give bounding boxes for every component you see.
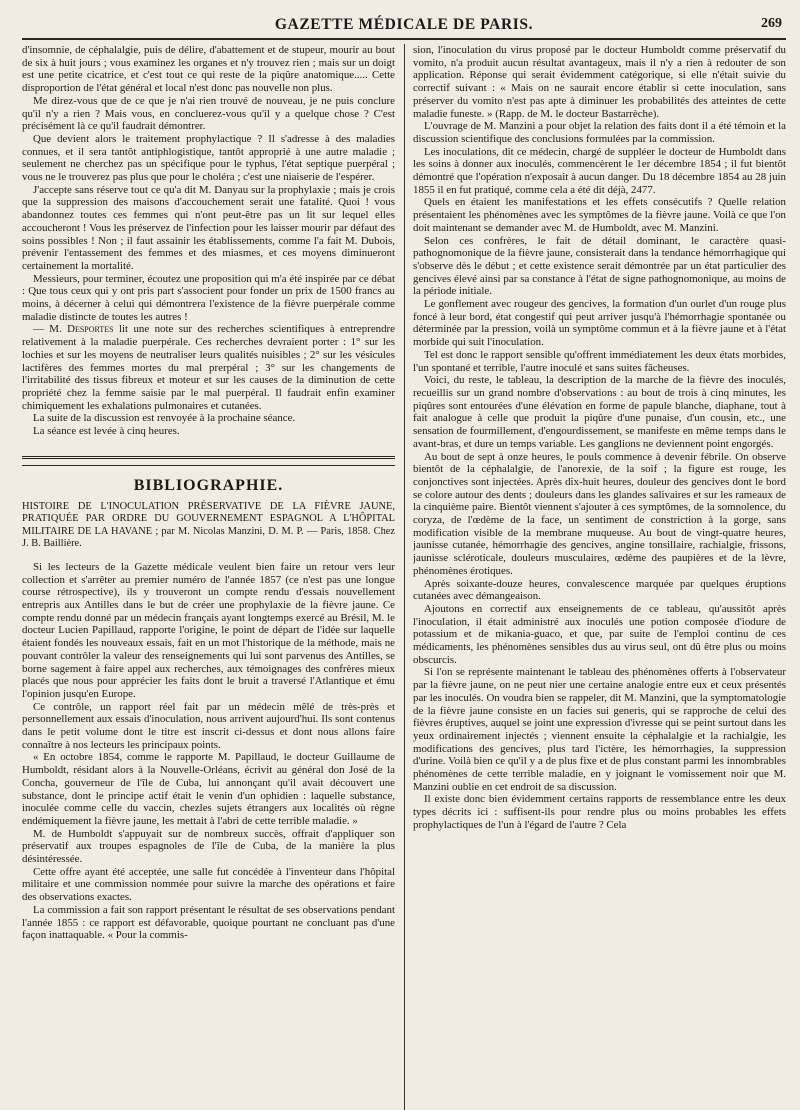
paragraph [22, 323, 395, 412]
paragraph: sion, l'inoculation du virus proposé par le docteur Humboldt comme préservatif du vomito, n'a produit aucun résultat avantageux, mais il n'y a rien à redouter de son application. Réponse qui serait évidemment catégorique, si elle n'était suivie du correctif suivant : « Mais on ne saurait encore établir si cette inoculation, sans préserver du vomito n'est pas apte à diminuer les probabilités des atteintes de cette maladie funeste. » (Rapp. de M. le docteur Bastarrèche). [413, 44, 786, 120]
paragraph: Ce contrôle, un rapport réel fait par un médecin mêlé de très-près et personnellement aux essais d'inoculation, nous arrivent aujourd'hui. Ils sont contenus dans le petit volume dont le titre est inscrit ci-dessus et dont nous allons faire connaître à nos lecteurs les principaux points. [22, 700, 395, 751]
paragraph: Il existe donc bien évidemment certains rapports de ressemblance entre les deux types décrits ici : suffisent-ils pour rendre plus ou moins probables les effets prophylactiques de l'un à l'égard de l'autre ? Cela [413, 793, 786, 831]
paragraph: M. de Humboldt s'appuyait sur de nombreux succès, offrait d'appliquer son préservatif aux troupes espagnoles de l'île de Cuba, de la manière la plus désintéressée. [22, 827, 395, 866]
paragraph: Les inoculations, dit ce médecin, chargé de suppléer le docteur de Humboldt dans les soins à donner aux inoculés, commencèrent le 1er décembre 1854 ; il fut bientôt démontré que l'opération n'exposait à aucun danger. Du 18 décembre 1854 au 28 juin 1855 il en fut pratiqué, comme cela a été dit déjà, 2477. [413, 145, 786, 196]
section-title: BIBLIOGRAPHIE. [133, 476, 284, 494]
paragraph: Si l'on se représente maintenant le tableau des phénomènes offerts à l'observateur par la fièvre jaune, on ne peut nier une certaine analogie entre eux et ceux présentés par les inoculés. On voudra bien se rappeler, dit M. Manzini, que la symptomatologie de la fièvre jaune consiste en un facies sui generis, qui se rapproche de celui des fièvres éruptives, auquel se joint une expression d'ivresse qui se peint surtout dans les yeux ordinairement injectés ; viennent ensuite la céphalalgie et la rachialgie, les modifications des gencives, plus tard l'ictère, les hémorrhagies, la suppression d'urine. Voilà bien ce qu'il y a de plus fixe et de plus constant parmi les innombrables phénomènes de cette terrible maladie, en y joignant le vomissement noir que M. Manzini oublie en cet endroit de sa discussion. [413, 666, 786, 793]
paragraph: Le gonflement avec rougeur des gencives, la formation d'un ourlet d'un rouge plus foncé à leur bord, état congestif qui peut arriver jusqu'à l'hémorrhagie spontanée ou déterminée par la pression, voilà un symptôme commun et à la fièvre jaune et à l'état morbide qui suit l'inoculation. [413, 298, 786, 349]
paragraph: Ajoutons en correctif aux enseignements de ce tableau, qu'aussitôt après l'inoculation, il était administré aux inoculés une potion composée d'iodure de potassium et de mikania-guaco, et que, par suite de l'emploi continu de ces médicaments, les phénomènes sensibles dus au virus seul, ont dû être plus ou moins obscurcis. [413, 602, 786, 666]
paragraph-text: lit une note sur des recherches scientifiques à entreprendre relativement à la maladie puerpérale. Ces recherches devraient porter : 1° sur les lochies et sur les moyens de neutraliser leurs qualités nuisibles ; 2° sur les vésicules lactifères des femmes mortes du mal prerpéral ; 3° sur les changements de l'irritabilité des tissus fibreux et moteur et sur les causes de la diminution de cette propriété chez la femme saisie par le mal puerpéral. Il faudrait enfin examiner chimiquement les exhalations pulmonaires et cutanées. [22, 323, 395, 412]
paragraph: Selon ces confrères, le fait de détail dominant, le caractère quasi-pathognomonique de la fièvre jaune, consisterait dans la tendance hémorrhagique qui s'observe dès le début ; et cette existence serait démontrée par un état particulier des gencives élevé ainsi par sa constance à l'état de signe pathognomonique, au moins de la période initiale. [413, 234, 786, 298]
paragraph: Voici, du reste, le tableau, la description de la marche de la fièvre des inoculés, recueillis sur un grand nombre d'observations : au bout de trois à cinq minutes, les piqûres sont entourées d'une élévation en forme de papule blanche, diaphane, tout à fait analogue à celle que produit la piqûre d'une punaise, d'un cousin, etc., une sensation de fourmillement, d'engourdissement, se manifeste en même temps dans le avant-bras, et dure un temps variable. Les ganglions ne deviennent point engorgés. [413, 374, 786, 450]
page-header [22, 12, 786, 40]
paragraph: Messieurs, pour terminer, écoutez une proposition qui m'a été inspirée par ce débat : Que tous ceux qui y ont pris part s'associent pour fonder un prix de 1500 francs au moins, à décerner à celui qui démontrera l'existence de la fièvre puerpérale comme maladie distincte de toutes les autres ! [22, 272, 395, 323]
paragraph: Que devient alors le traitement prophylactique ? Il s'adresse à des maladies connues, et il sera tantôt antiphlogistique, tantôt approprié à une autre maladie ; seulement ne cherchez pas un spécifique pour le typhus, l'état septique puerpéral ; vous ne le trouverez pas plus que pour le choléra ; c'est une niaiserie de l'espérer. [22, 132, 395, 184]
paragraph: L'ouvrage de M. Manzini a pour objet la relation des faits dont il a été témoin et la discussion scientifique des conclusions formulées par la commission. [413, 120, 786, 145]
section-divider [22, 456, 395, 466]
paragraph: Quels en étaient les manifestations et les effets consécutifs ? Quelle relation présentaient les phénomènes avec les symptômes de la fièvre jaune. Voilà ce que l'on doit maintenant se demander avec M. de Humboldt, avec M. Manzini. [413, 196, 786, 234]
paragraph: La suite de la discussion est renvoyée à la prochaine séance. [33, 412, 296, 425]
book-title: HISTOIRE DE L'INOCULATION PRÉSERVATIVE DE LA FIÈVRE JAUNE, PRATIQUÉE PAR ORDRE DU GOUVERNEMENT ESPAGNOL A L'HÔPITAL MILITAIRE DE LA HAVANE ; [22, 500, 395, 537]
paragraph: La commission a fait son rapport présentant le résultat de ses observations pendant l'année 1855 : ce rapport est défavorable, quoique pourtant ne concluant pas d'une façon inattaquable. « Pour la commis- [22, 903, 395, 942]
paragraph: Cette offre ayant été acceptée, une salle fut concédée à l'inventeur dans l'hôpital militaire et une commission nommée pour suivre la marche des opérations et faire des observations exactes. [22, 865, 395, 904]
paragraph: d'insomnie, de céphalalgie, puis de délire, d'abattement et de stupeur, mourir au bout de six à huit jours ; vous examinez les organes et n'y trouvez rien ; mais sur un doigt est une petite cicatrice, et c'est tout ce qui reste de la piqûre anatomique..... Cette disproportion de l'état général et local n'est donc pas nouvelle non plus. [22, 44, 395, 95]
right-column [413, 44, 786, 1110]
book-reference [22, 501, 395, 551]
paragraph: J'accepte sans réserve tout ce qu'a dit M. Danyau sur la prophylaxie ; mais je crois que la suppression des maisons d'accouchement serait une fatalité. Quoi ! vous abandonnez toutes ces femmes qui n'ont peut-être pas un lit sur lequel elles accoucheront ! Vous les préservez de l'infection pour les laisser mourir par défaut des soins possibles ! Non ; il faut assainir les établissements, comme l'a fait M. Dubois, prévenir l'entassement des femmes et des miasmes, et ces moyens diminueront certainement la mortalité. [22, 183, 395, 272]
paragraph: Tel est donc le rapport sensible qu'offrent immédiatement les deux états morbides, l'un spontané et terrible, l'autre inoculé et sans suites fâcheuses. [413, 348, 786, 374]
page-number: 269 [761, 16, 782, 31]
paragraph: La séance est levée à cinq heures. [33, 425, 180, 438]
left-column [22, 44, 395, 1110]
paragraph: Au bout de sept à onze heures, le pouls commence à devenir fébrile. On observe bientôt de la céphalalgie, de l'anorexie, de la soif ; la figure est rouge, les conjonctives sont injectées. Après dix-huit heures, douleur des gencives dont le bord se colore autour des dents ; douleurs dans les glandes salivaires et sur les rameaux de la cinquième paire. Bientôt viennent s'ajouter à ces symptômes, de la somnolence, du coryza, de l'œdème de la face, un sentiment de constriction à la gorge, sans modification visible de la membrane muqueuse. Au bout de vingt-quatre heures, jaunisse cutanée, hémorrhagie des gencives, angine tonsillaire, rachialgie, frissons, jaunisse scléroticale, douleurs musculaires, œdème des paupières et de la lèvre, phénomènes érotiques. [413, 450, 786, 577]
paragraph: Après soixante-douze heures, convalescence marquée par quelques éruptions cutanées avec démangeaison. [413, 577, 786, 603]
speaker-name: — M. Desportes [33, 323, 114, 336]
text-columns [22, 44, 786, 1110]
journal-title: GAZETTE MÉDICALE DE PARIS. [274, 16, 534, 33]
column-rule [404, 44, 405, 1110]
paragraph: Si les lecteurs de la Gazette médicale veulent bien faire un retour vers leur collection et s'arrêter au premier numéro de l'année 1857 (ce n'est pas une longue course rétrospective), ils y trouveront un compte rendu d'essais nouvellement entrepris aux Antilles dans le but de créer une prophylaxie de la fièvre jaune. Ce compte rendu donné par un médecin français ayant longtemps exercé au Brésil, M. le docteur Lucien Papillaud, rapporte l'origine, le point de départ de l'idée sur laquelle étaient fondés les nouveaux essais, fait en un mot l'historique de la méthode, mais ne pouvant contrôler la valeur des renseignements qui lui sont parvenus des Antilles, se borne sagement à faire appel aux recherches, aux témoignages des confrères mieux placés que nous pour apprécier les faits dont le bruit a traversé l'Atlantique et ému l'opinion jusqu'en Europe. [22, 560, 395, 700]
paragraph: « En octobre 1854, comme le rapporte M. Papillaud, le docteur Guillaume de Humboldt, résidant alors à la Nouvelle-Orléans, écrivit au général don José de la Concha, gouverneur de l'île de Cuba, lui annonçant qu'il avait découvert une substance, dont le principe actif était le venin d'un ophidien : laquelle substance, inoculée comme celle du vaccin, chezles sujets étrangers aux localités où règne endémiquement la fièvre jaune, les mettait à l'abri de cette terrible maladie. » [22, 751, 395, 827]
book-author: par M. Nicolas Manzini, D. M. P. — Paris, 1858. Chez J. B. Baillière. [22, 525, 395, 550]
paragraph: Me direz-vous que de ce que je n'ai rien trouvé de nouveau, je ne puis conclure qu'il n'y a rien ? Mais vous, en concluerez-vous qu'il y a quelque chose ? C'est précisément là ce qu'il faudrait démontrer. [22, 94, 395, 133]
